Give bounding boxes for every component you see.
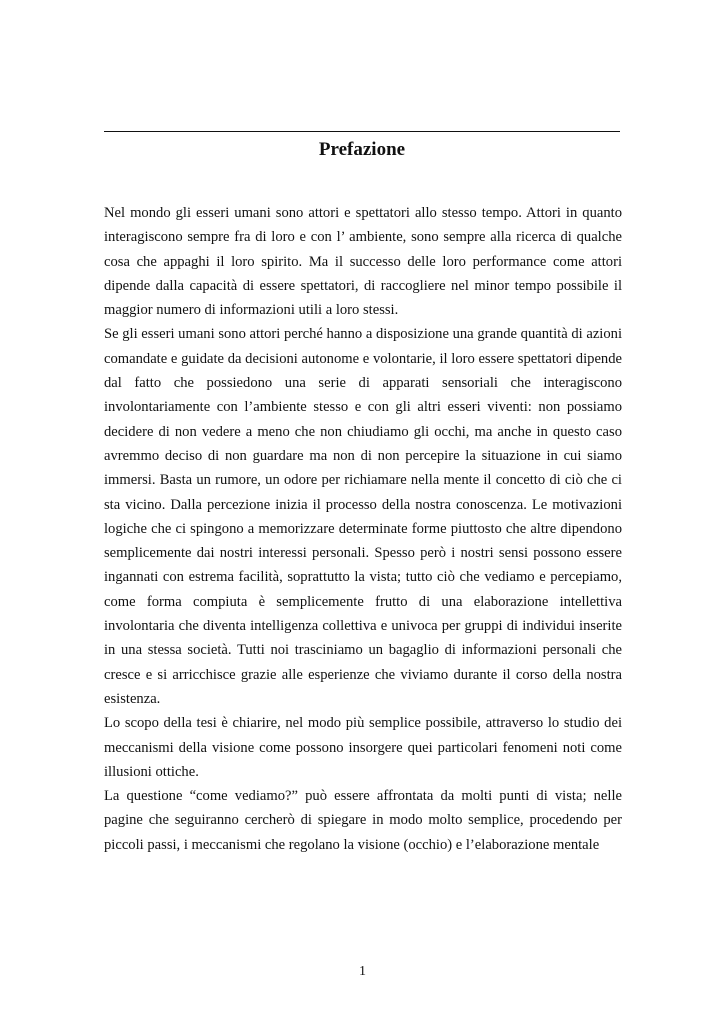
header-rule (104, 131, 620, 132)
page-title: Prefazione (318, 139, 406, 160)
paragraph-1: Nel mondo gli esseri umani sono attori e spettatori allo stesso tempo. Attori in quanto interagiscono sempre fra di loro e con l’ ambiente, sono sempre alla ricerca di qualche cosa che appaghi il loro spirito. Ma il successo delle loro performance come attori dipende dalla capacità di essere spettatori, di raccogliere nel minor tempo possibile il maggior numero di informazioni utili a loro stessi. (104, 205, 622, 319)
body-text (104, 201, 622, 857)
page-number: 1 (359, 964, 366, 979)
paragraph-2: Se gli esseri umani sono attori perché hanno a disposizione una grande quantità di azioni comandate e guidate da decisioni autonome e volontarie, il loro essere spettatori dipende dal fatto che possiedono una serie di apparati sensoriali che interagiscono involontariamente con l’ambiente stesso e con gli altri esseri viventi: non possiamo decidere di non vedere a meno che non chiudiamo gli occhi, ma anche in questo caso avremmo deciso di non guardare ma non di non percepire la situazione in cui siamo immersi. Basta un rumore, un odore per richiamare nella mente il concetto di ciò che ci sta vicino. Dalla percezione inizia il processo della nostra conoscenza. Le motivazioni logiche che ci spingono a memorizzare determinate forme piuttosto che altre dipendono semplicemente dai nostri interessi personali. Spesso però i nostri sensi possono essere ingannati con estrema facilità, soprattutto la vista; tutto ciò che vediamo e percepiamo, come forma compiuta è semplicemente frutto di una elaborazione intellettiva involontaria che diventa intelligenza collettiva e univoca per gruppi di individui inserite in una stessa società. Tutti noi trasciniamo un bagaglio di informazioni personali che cresce e si arricchisce grazie alle esperienze che viviamo durante il corso della nostra esistenza. (104, 326, 622, 707)
paragraph-3: Lo scopo della tesi è chiarire, nel modo più semplice possibile, attraverso lo studio dei meccanismi della visione come possono insorgere quei particolari fenomeni noti come illusioni ottiche. (104, 715, 622, 780)
paragraph-4: La questione “come vediamo?” può essere affrontata da molti punti di vista; nelle pagine che seguiranno cercherò di spiegare in modo molto semplice, procedendo per piccoli passi, i meccanismi che regolano la visione (occhio) e l’elaborazione mentale (104, 788, 622, 853)
